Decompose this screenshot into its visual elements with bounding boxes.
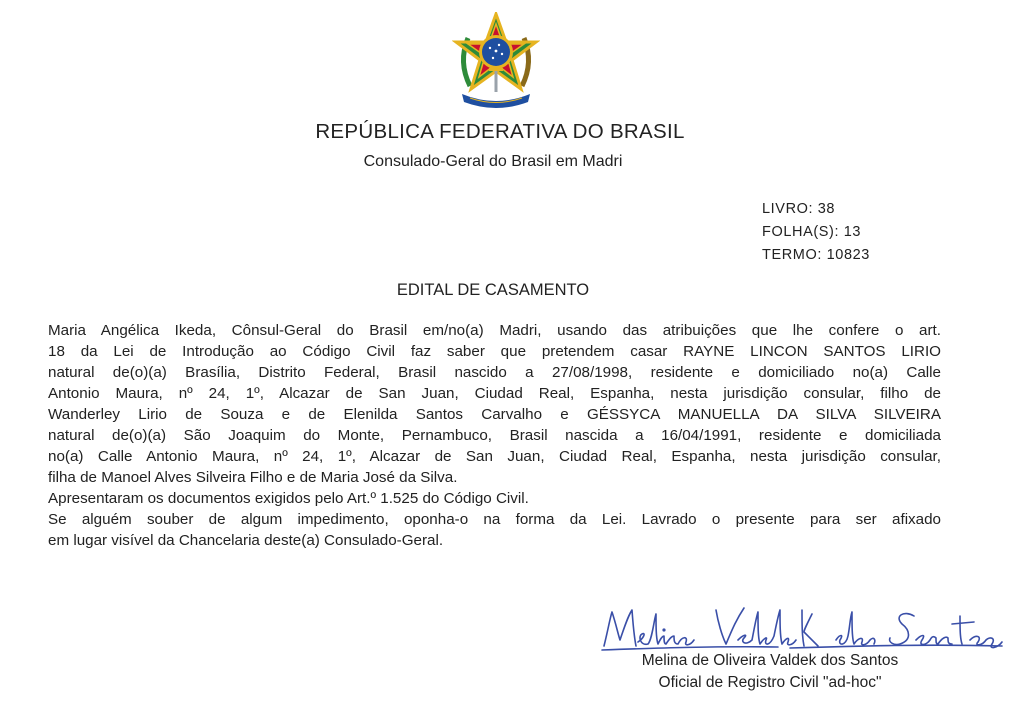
body-line: Antonio Maura, nº 24, 1º, Alcazar de San Juan, Ciudad Real, Espanha, nesta jurisdição consular, filho de	[48, 385, 941, 402]
country-heading: REPÚBLICA FEDERATIVA DO BRASIL	[315, 120, 685, 143]
signer-role: Oficial de Registro Civil "ad-hoc"	[658, 674, 882, 691]
body-line: Apresentaram os documentos exigidos pelo Art.º 1.525 do Código Civil.	[48, 490, 529, 507]
body-line: Se alguém souber de algum impedimento, oponha-o na forma da Lei. Lavrado o presente para ser afixado	[48, 511, 941, 528]
body-line: 18 da Lei de Introdução ao Código Civil faz saber que pretendem casar RAYNE LINCON SANTOS LIRIO	[48, 343, 941, 360]
brazil-coat-of-arms-icon	[452, 12, 540, 110]
consulate-subheading: Consulado-Geral do Brasil em Madri	[363, 153, 623, 170]
body-line: filha de Manoel Alves Silveira Filho e de Maria José da Silva.	[48, 469, 458, 486]
document-title: EDITAL DE CASAMENTO	[396, 281, 590, 299]
handwritten-signature	[598, 600, 1008, 658]
body-line: Maria Angélica Ikeda, Cônsul-Geral do Brasil em/no(a) Madri, usando das atribuições que lhe confere o art.	[48, 322, 941, 339]
body-line: no(a) Calle Antonio Maura, nº 24, 1º, Alcazar de San Juan, Ciudad Real, Espanha, nesta jurisdição consular,	[48, 448, 941, 465]
body-line: natural de(o)(a) Brasília, Distrito Federal, Brasil nascido a 27/08/1998, residente e domiciliado no(a) Calle	[48, 364, 941, 381]
registry-termo: TERMO: 10823	[762, 247, 870, 263]
registry-livro: LIVRO: 38	[762, 201, 836, 217]
body-line: em lugar visível da Chancelaria deste(a) Consulado-Geral.	[48, 532, 444, 549]
registry-folhas: FOLHA(S): 13	[762, 224, 862, 240]
signer-name: Melina de Oliveira Valdek dos Santos	[641, 652, 899, 669]
body-line: natural de(o)(a) São Joaquim do Monte, Pernambuco, Brasil nascida a 16/04/1991, residente e domiciliada	[48, 427, 941, 444]
body-line: Wanderley Lirio de Souza e de Elenilda Santos Carvalho e GÉSSYCA MANUELLA DA SILVA SILVEIRA	[48, 406, 941, 423]
